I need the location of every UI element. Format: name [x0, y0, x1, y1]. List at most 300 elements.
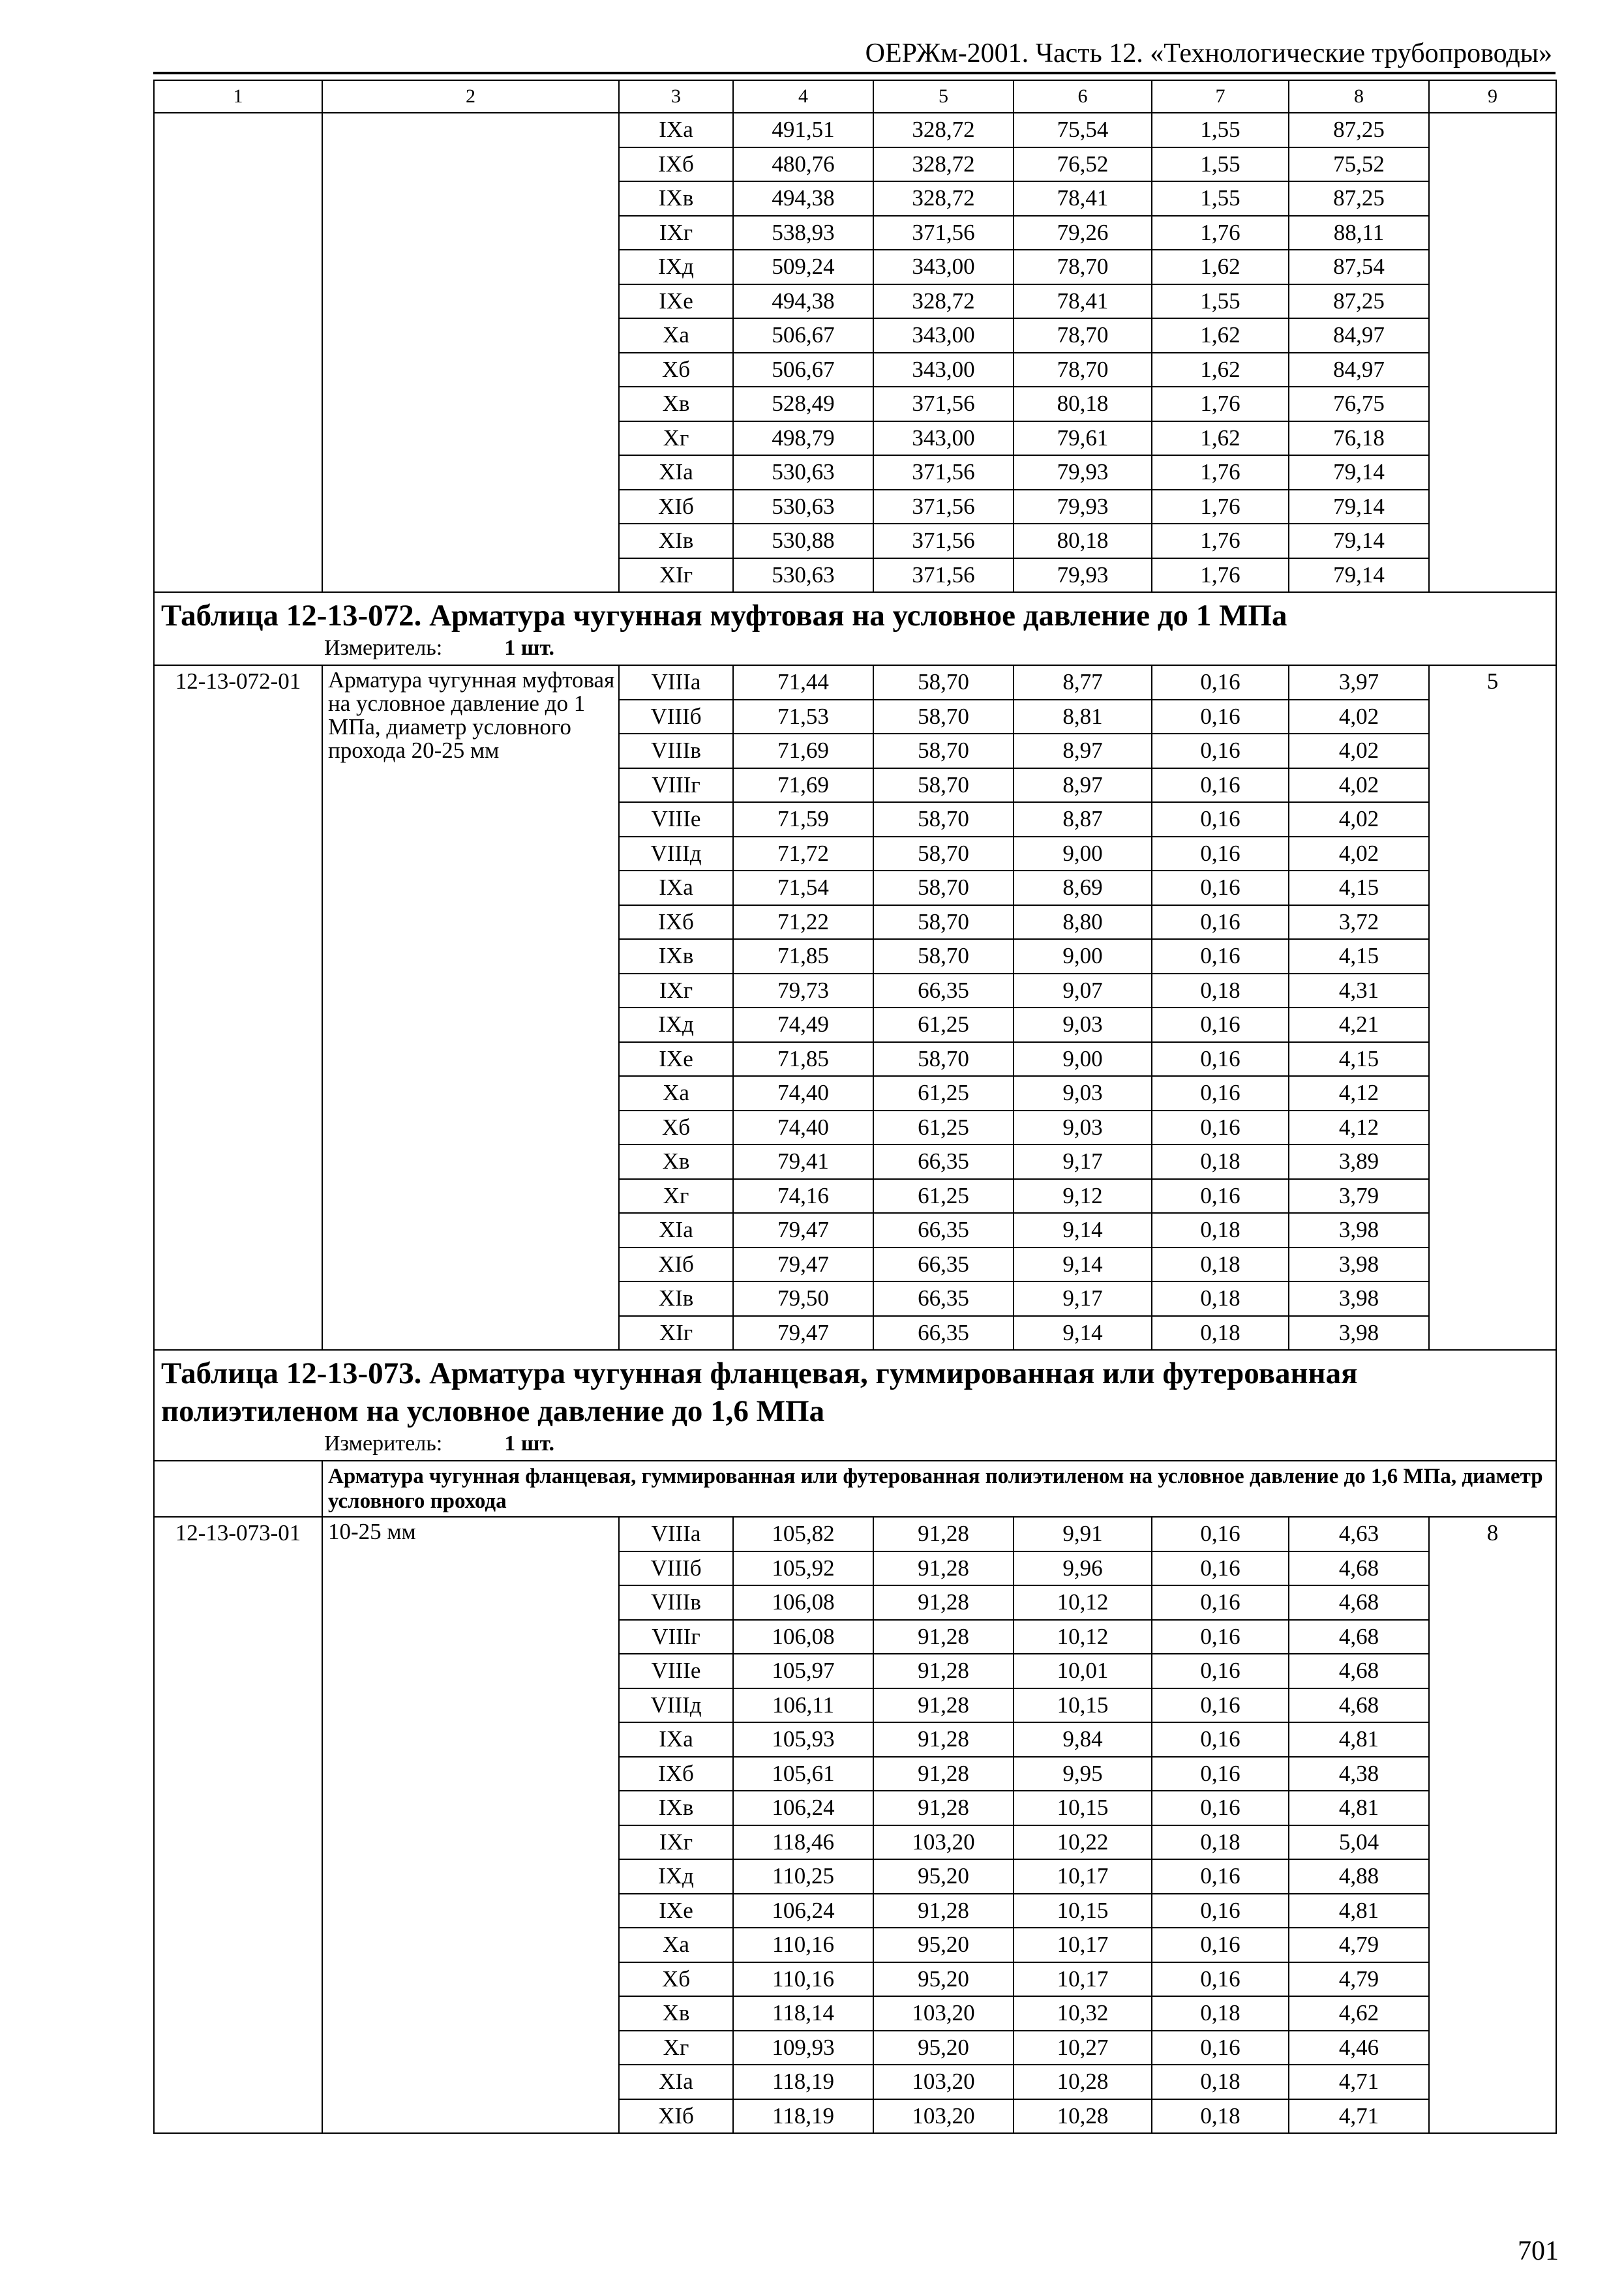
- table-cell: 8,77: [1014, 665, 1152, 700]
- table-cell: 4,12: [1289, 1111, 1429, 1145]
- table-cell: Xв: [619, 1144, 733, 1179]
- table-cell: 91,28: [873, 1551, 1014, 1586]
- table-cell: 0,18: [1152, 974, 1289, 1008]
- measure-unit-label: Измеритель:: [324, 1431, 443, 1456]
- table-cell: 61,25: [873, 1008, 1014, 1042]
- table-cell: 78,41: [1014, 181, 1152, 216]
- column-number: 3: [619, 80, 733, 113]
- table-cell: 71,72: [733, 837, 873, 871]
- table-cell: 4,15: [1289, 1042, 1429, 1077]
- table-cell: 9,03: [1014, 1008, 1152, 1042]
- table-cell: XIб: [619, 1248, 733, 1282]
- table-cell: 79,41: [733, 1144, 873, 1179]
- table-cell: 95,20: [873, 2031, 1014, 2065]
- table-cell: 0,18: [1152, 1316, 1289, 1351]
- table-cell: 79,14: [1289, 455, 1429, 490]
- table-cell: 9,17: [1014, 1144, 1152, 1179]
- table-cell: 480,76: [733, 147, 873, 182]
- table-cell: 10,17: [1014, 1962, 1152, 1997]
- table-cell: 494,38: [733, 181, 873, 216]
- table-cell: 10,22: [1014, 1825, 1152, 1860]
- table-cell: 87,25: [1289, 284, 1429, 319]
- table-cell: 4,12: [1289, 1076, 1429, 1111]
- table-cell: 9,03: [1014, 1111, 1152, 1145]
- table-cell: 1,62: [1152, 250, 1289, 284]
- table-cell: 509,24: [733, 250, 873, 284]
- table-cell: 4,88: [1289, 1859, 1429, 1894]
- table-cell: 0,18: [1152, 1248, 1289, 1282]
- table-cell: 8,69: [1014, 871, 1152, 905]
- table-cell: 4,68: [1289, 1688, 1429, 1723]
- table-cell: 4,81: [1289, 1791, 1429, 1825]
- table-cell: 95,20: [873, 1962, 1014, 1997]
- table-cell: 0,16: [1152, 1688, 1289, 1723]
- table-cell: 79,26: [1014, 216, 1152, 250]
- column-number: 7: [1152, 80, 1289, 113]
- table-cell: 79,14: [1289, 558, 1429, 593]
- table-cell: XIг: [619, 558, 733, 593]
- table-cell: 9,14: [1014, 1213, 1152, 1248]
- table-cell: 4,81: [1289, 1894, 1429, 1928]
- table-cell: 74,16: [733, 1179, 873, 1214]
- table-cell: 3,98: [1289, 1248, 1429, 1282]
- table-cell: 78,41: [1014, 284, 1152, 319]
- table-cell: 84,97: [1289, 353, 1429, 387]
- table-cell: 91,28: [873, 1894, 1014, 1928]
- table-cell: 66,35: [873, 1248, 1014, 1282]
- table-cell: 0,18: [1152, 1825, 1289, 1860]
- table-cell: 0,16: [1152, 1757, 1289, 1791]
- table-cell: 1,55: [1152, 284, 1289, 319]
- table-cell: 328,72: [873, 284, 1014, 319]
- table-cell: IXд: [619, 250, 733, 284]
- table-cell: 0,16: [1152, 700, 1289, 734]
- table-cell: 110,16: [733, 1962, 873, 1997]
- table-cell: 71,54: [733, 871, 873, 905]
- table-cell: 91,28: [873, 1620, 1014, 1654]
- table-cell: 105,93: [733, 1722, 873, 1757]
- table-cell: 79,93: [1014, 455, 1152, 490]
- table-cell: 106,24: [733, 1791, 873, 1825]
- table-cell: 0,16: [1152, 734, 1289, 768]
- table-cell: VIIIг: [619, 768, 733, 803]
- table-cell: 1,55: [1152, 147, 1289, 182]
- table-cell: 0,16: [1152, 1008, 1289, 1042]
- table-cell: 4,62: [1289, 1996, 1429, 2031]
- table-cell: 10,15: [1014, 1791, 1152, 1825]
- table-cell: 9,03: [1014, 1076, 1152, 1111]
- table-cell: 3,97: [1289, 665, 1429, 700]
- table-cell: 118,14: [733, 1996, 873, 2031]
- table-cell: 9,07: [1014, 974, 1152, 1008]
- table-cell: 4,02: [1289, 802, 1429, 837]
- item-description: 10-25 мм: [322, 1517, 619, 2133]
- subheading: Арматура чугунная фланцевая, гуммированная или футерованная полиэтиленом на условное давление до 1,6 МПа, диаметр условного прохода: [322, 1461, 1556, 1517]
- section-header: [154, 1350, 1556, 1461]
- table-cell: 105,97: [733, 1654, 873, 1688]
- table-cell: VIIIв: [619, 734, 733, 768]
- table-cell: 371,56: [873, 524, 1014, 558]
- table-cell: 95,20: [873, 1859, 1014, 1894]
- table-cell: 4,68: [1289, 1551, 1429, 1586]
- table-cell: 80,18: [1014, 524, 1152, 558]
- table-cell: 106,08: [733, 1585, 873, 1620]
- item-code: 12-13-073-01: [154, 1517, 322, 2133]
- table-cell: 74,49: [733, 1008, 873, 1042]
- table-cell: 74,40: [733, 1076, 873, 1111]
- table-cell: 5,04: [1289, 1825, 1429, 1860]
- table-cell: 9,91: [1014, 1517, 1152, 1551]
- column-number: 6: [1014, 80, 1152, 113]
- table-cell: 58,70: [873, 768, 1014, 803]
- table-cell: XIв: [619, 1281, 733, 1316]
- table-cell: 118,19: [733, 2099, 873, 2134]
- table-cell: 10,32: [1014, 1996, 1152, 2031]
- table-cell: 0,16: [1152, 802, 1289, 837]
- table-cell: 9,14: [1014, 1316, 1152, 1351]
- table-cell: 79,14: [1289, 490, 1429, 524]
- table-cell: 1,76: [1152, 455, 1289, 490]
- table-cell: 88,11: [1289, 216, 1429, 250]
- table-cell: 79,47: [733, 1248, 873, 1282]
- item-code: 12-13-072-01: [154, 665, 322, 1350]
- table-cell: 3,98: [1289, 1281, 1429, 1316]
- table-cell: 4,15: [1289, 871, 1429, 905]
- table-cell: 71,69: [733, 768, 873, 803]
- table-cell: 103,20: [873, 1996, 1014, 2031]
- table-cell: 9,00: [1014, 837, 1152, 871]
- table-cell: IXa: [619, 1722, 733, 1757]
- table-cell: IXв: [619, 939, 733, 974]
- table-cell: VIIIд: [619, 1688, 733, 1723]
- table-cell: VIIIa: [619, 665, 733, 700]
- subheading-empty-cell: [154, 1461, 322, 1517]
- table-cell: 103,20: [873, 2065, 1014, 2099]
- table-cell: 75,52: [1289, 147, 1429, 182]
- table-cell: 4,21: [1289, 1008, 1429, 1042]
- table-cell: XIa: [619, 2065, 733, 2099]
- table-cell: IXб: [619, 1757, 733, 1791]
- table-cell: 8,97: [1014, 734, 1152, 768]
- table-cell: 91,28: [873, 1722, 1014, 1757]
- table-cell: 0,16: [1152, 1654, 1289, 1688]
- table-cell: 343,00: [873, 421, 1014, 456]
- table-cell: 4,31: [1289, 974, 1429, 1008]
- table-cell: 79,50: [733, 1281, 873, 1316]
- table-cell: IXe: [619, 1042, 733, 1077]
- table-cell: 498,79: [733, 421, 873, 456]
- table-cell: 58,70: [873, 665, 1014, 700]
- rates-table: [153, 80, 1557, 2134]
- table-cell: 9,00: [1014, 939, 1152, 974]
- table-row: [154, 113, 1556, 147]
- table-cell: 78,70: [1014, 318, 1152, 353]
- header-rule: [153, 72, 1556, 74]
- table-cell: 79,61: [1014, 421, 1152, 456]
- table-cell: 0,16: [1152, 1928, 1289, 1962]
- table-cell: 58,70: [873, 837, 1014, 871]
- table-cell: 10,28: [1014, 2065, 1152, 2099]
- table-cell: 343,00: [873, 250, 1014, 284]
- table-cell: 8,80: [1014, 905, 1152, 940]
- table-cell: 87,25: [1289, 181, 1429, 216]
- table-cell: 0,16: [1152, 1894, 1289, 1928]
- table-cell: 0,16: [1152, 837, 1289, 871]
- table-cell: 71,44: [733, 665, 873, 700]
- table-cell: 3,98: [1289, 1213, 1429, 1248]
- table-cell: 91,28: [873, 1517, 1014, 1551]
- page-number: 701: [1518, 2236, 1559, 2266]
- table-cell: 3,79: [1289, 1179, 1429, 1214]
- table-cell: Xв: [619, 1996, 733, 2031]
- item-description: [322, 113, 619, 592]
- table-cell: 105,82: [733, 1517, 873, 1551]
- table-cell: 4,02: [1289, 734, 1429, 768]
- table-cell: 8,81: [1014, 700, 1152, 734]
- table-cell: 4,02: [1289, 837, 1429, 871]
- section-title: Таблица 12-13-072. Арматура чугунная муфтовая на условное давление до 1 МПа: [161, 599, 1287, 633]
- column-number: 8: [1289, 80, 1429, 113]
- table-cell: 91,28: [873, 1757, 1014, 1791]
- table-cell: 105,61: [733, 1757, 873, 1791]
- table-cell: 1,62: [1152, 353, 1289, 387]
- column-numbers-row: [154, 80, 1556, 113]
- table-cell: Xб: [619, 1111, 733, 1145]
- section-header-row: [154, 592, 1556, 665]
- table-cell: 491,51: [733, 113, 873, 147]
- table-cell: IXг: [619, 216, 733, 250]
- table-cell: 10,12: [1014, 1585, 1152, 1620]
- column-number: 4: [733, 80, 873, 113]
- table-cell: 58,70: [873, 871, 1014, 905]
- table-cell: 1,76: [1152, 216, 1289, 250]
- measure-unit-label: Измеритель:: [324, 636, 443, 660]
- table-cell: 10,28: [1014, 2099, 1152, 2134]
- table-cell: 66,35: [873, 1213, 1014, 1248]
- table-cell: 71,59: [733, 802, 873, 837]
- column-9-value: 5: [1429, 665, 1556, 1350]
- table-cell: 0,16: [1152, 1551, 1289, 1586]
- table-cell: 0,16: [1152, 1585, 1289, 1620]
- table-cell: 1,76: [1152, 387, 1289, 421]
- subheading-row: [154, 1461, 1556, 1517]
- table-cell: 4,81: [1289, 1722, 1429, 1757]
- table-cell: 4,15: [1289, 939, 1429, 974]
- table-cell: 74,40: [733, 1111, 873, 1145]
- table-cell: 1,76: [1152, 558, 1289, 593]
- table-cell: 0,18: [1152, 1996, 1289, 2031]
- column-9-value: 8: [1429, 1517, 1556, 2133]
- table-cell: 78,70: [1014, 353, 1152, 387]
- table-cell: 110,25: [733, 1859, 873, 1894]
- measure-unit: [161, 635, 1550, 662]
- table-cell: 0,16: [1152, 871, 1289, 905]
- table-cell: Xг: [619, 2031, 733, 2065]
- table-cell: IXв: [619, 1791, 733, 1825]
- table-cell: VIIIв: [619, 1585, 733, 1620]
- table-cell: 66,35: [873, 1281, 1014, 1316]
- table-cell: 1,76: [1152, 490, 1289, 524]
- table-cell: 10,01: [1014, 1654, 1152, 1688]
- table-cell: 76,18: [1289, 421, 1429, 456]
- table-cell: 106,24: [733, 1894, 873, 1928]
- table-cell: 0,16: [1152, 905, 1289, 940]
- table-cell: XIa: [619, 455, 733, 490]
- table-cell: 9,14: [1014, 1248, 1152, 1282]
- table-cell: 71,85: [733, 1042, 873, 1077]
- table-cell: Xa: [619, 1076, 733, 1111]
- item-code: [154, 113, 322, 592]
- section-title: Таблица 12-13-073. Арматура чугунная фланцевая, гуммированная или футерованная полиэтиленом на условное давление до 1,6 МПа: [161, 1356, 1358, 1428]
- table-cell: 58,70: [873, 700, 1014, 734]
- table-cell: Xa: [619, 1928, 733, 1962]
- table-cell: 4,71: [1289, 2099, 1429, 2134]
- table-cell: 371,56: [873, 490, 1014, 524]
- table-cell: IXд: [619, 1008, 733, 1042]
- table-cell: 91,28: [873, 1791, 1014, 1825]
- table-cell: 8,87: [1014, 802, 1152, 837]
- measure-unit-value: 1 шт.: [504, 1431, 555, 1456]
- table-cell: 0,16: [1152, 1517, 1289, 1551]
- table-cell: XIг: [619, 1316, 733, 1351]
- item-description: Арматура чугунная муфтовая на условное давление до 1 МПа, диаметр условного прохода 20-25 мм: [322, 665, 619, 1350]
- table-cell: 1,76: [1152, 524, 1289, 558]
- table-cell: Xв: [619, 387, 733, 421]
- table-cell: 10,15: [1014, 1894, 1152, 1928]
- table-cell: Xг: [619, 421, 733, 456]
- table-cell: 9,12: [1014, 1179, 1152, 1214]
- table-cell: 0,16: [1152, 768, 1289, 803]
- table-cell: 10,17: [1014, 1859, 1152, 1894]
- table-cell: 3,98: [1289, 1316, 1429, 1351]
- table-cell: 0,16: [1152, 1859, 1289, 1894]
- table-cell: 76,75: [1289, 387, 1429, 421]
- table-cell: 4,79: [1289, 1962, 1429, 1997]
- table-cell: IXe: [619, 284, 733, 319]
- table-cell: 118,46: [733, 1825, 873, 1860]
- table-cell: 530,88: [733, 524, 873, 558]
- table-cell: IXe: [619, 1894, 733, 1928]
- table-cell: 79,93: [1014, 490, 1152, 524]
- table-cell: 0,16: [1152, 1076, 1289, 1111]
- page-header: ОЕРЖм-2001. Часть 12. «Технологические трубопроводы»: [865, 38, 1552, 68]
- table-cell: 3,89: [1289, 1144, 1429, 1179]
- table-cell: 0,16: [1152, 1179, 1289, 1214]
- section-header-row: [154, 1350, 1556, 1461]
- table-cell: 371,56: [873, 216, 1014, 250]
- table-cell: Xб: [619, 353, 733, 387]
- table-cell: IXa: [619, 871, 733, 905]
- table-cell: Xб: [619, 1962, 733, 1997]
- table-cell: 58,70: [873, 1042, 1014, 1077]
- column-number: 1: [154, 80, 322, 113]
- column-number: 5: [873, 80, 1014, 113]
- table-cell: IXб: [619, 147, 733, 182]
- table-cell: 328,72: [873, 147, 1014, 182]
- table-cell: 1,62: [1152, 421, 1289, 456]
- table-cell: 87,25: [1289, 113, 1429, 147]
- table-cell: 494,38: [733, 284, 873, 319]
- table-cell: 103,20: [873, 1825, 1014, 1860]
- table-cell: 8,97: [1014, 768, 1152, 803]
- table-cell: 0,18: [1152, 2099, 1289, 2134]
- table-cell: 10,17: [1014, 1928, 1152, 1962]
- table-cell: 106,11: [733, 1688, 873, 1723]
- table-cell: 103,20: [873, 2099, 1014, 2134]
- table-cell: 530,63: [733, 490, 873, 524]
- table-cell: 9,96: [1014, 1551, 1152, 1586]
- table-cell: 91,28: [873, 1654, 1014, 1688]
- table-cell: VIIIe: [619, 802, 733, 837]
- table-cell: 328,72: [873, 181, 1014, 216]
- table-cell: 528,49: [733, 387, 873, 421]
- table-cell: 110,16: [733, 1928, 873, 1962]
- table-cell: 4,02: [1289, 768, 1429, 803]
- table-cell: 75,54: [1014, 113, 1152, 147]
- table-cell: 58,70: [873, 734, 1014, 768]
- table-cell: 530,63: [733, 558, 873, 593]
- section-header: [154, 592, 1556, 665]
- table-cell: 0,16: [1152, 1722, 1289, 1757]
- table-cell: 1,55: [1152, 113, 1289, 147]
- table-row: [154, 1517, 1556, 1551]
- table-cell: 0,16: [1152, 1962, 1289, 1997]
- table-cell: IXб: [619, 905, 733, 940]
- table-cell: VIIIa: [619, 1517, 733, 1551]
- table-cell: 9,84: [1014, 1722, 1152, 1757]
- table-cell: 1,62: [1152, 318, 1289, 353]
- table-cell: 4,02: [1289, 700, 1429, 734]
- table-cell: IXд: [619, 1859, 733, 1894]
- table-row: [154, 665, 1556, 700]
- table-cell: 343,00: [873, 318, 1014, 353]
- table-cell: 91,28: [873, 1585, 1014, 1620]
- table-cell: 71,69: [733, 734, 873, 768]
- table-cell: 4,71: [1289, 2065, 1429, 2099]
- table-cell: 530,63: [733, 455, 873, 490]
- table-cell: 0,16: [1152, 1620, 1289, 1654]
- table-cell: 109,93: [733, 2031, 873, 2065]
- table-cell: Xa: [619, 318, 733, 353]
- table-cell: XIв: [619, 524, 733, 558]
- table-cell: 506,67: [733, 318, 873, 353]
- table-cell: VIIIб: [619, 1551, 733, 1586]
- table-cell: 343,00: [873, 353, 1014, 387]
- table-cell: 3,72: [1289, 905, 1429, 940]
- table-cell: 71,85: [733, 939, 873, 974]
- table-cell: 58,70: [873, 802, 1014, 837]
- table-cell: 79,14: [1289, 524, 1429, 558]
- table-cell: 538,93: [733, 216, 873, 250]
- table-cell: 0,16: [1152, 1042, 1289, 1077]
- table-cell: 80,18: [1014, 387, 1152, 421]
- table-cell: 371,56: [873, 455, 1014, 490]
- table-cell: VIIIг: [619, 1620, 733, 1654]
- table-cell: 58,70: [873, 905, 1014, 940]
- measure-unit: [161, 1430, 1550, 1458]
- table-cell: 79,47: [733, 1213, 873, 1248]
- table-cell: 1,55: [1152, 181, 1289, 216]
- table-cell: 79,73: [733, 974, 873, 1008]
- table-cell: 4,63: [1289, 1517, 1429, 1551]
- table-cell: 105,92: [733, 1551, 873, 1586]
- table-cell: VIIIд: [619, 837, 733, 871]
- table-cell: 0,18: [1152, 1213, 1289, 1248]
- table-cell: 106,08: [733, 1620, 873, 1654]
- table-cell: 0,16: [1152, 665, 1289, 700]
- table-cell: 0,16: [1152, 939, 1289, 974]
- table-cell: 4,68: [1289, 1620, 1429, 1654]
